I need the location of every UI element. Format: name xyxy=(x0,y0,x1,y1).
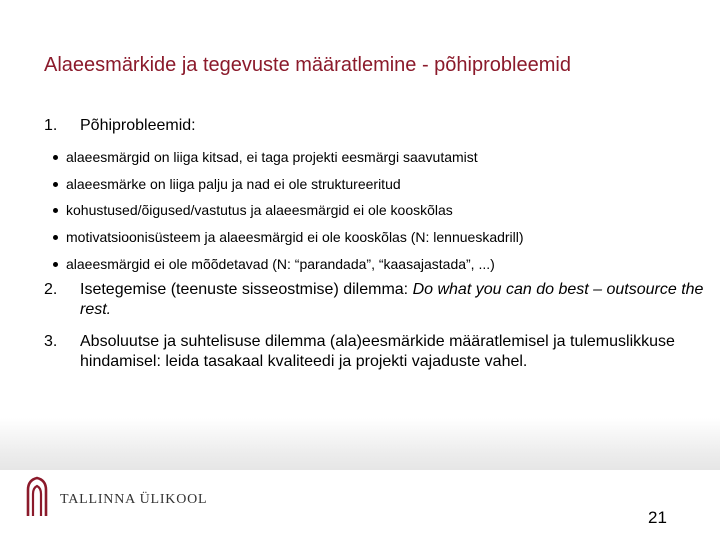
item-text-italic: Do what you can do best – outsource the rest. xyxy=(80,281,704,318)
sub-bullet-item: kohustused/õigused/vastutus ja alaeesmärgid ei ole kooskõlas xyxy=(44,201,704,219)
item-text: Isetegemise (teenuste sisseostmise) dilemma: xyxy=(80,281,413,298)
item-number: 3. xyxy=(44,333,58,350)
sub-bullet-item: alaeesmärgid on liiga kitsad, ei taga projekti eesmärgi saavutamist xyxy=(44,148,704,166)
item-text: Põhiprobleemid: xyxy=(80,117,196,134)
slide-content xyxy=(44,116,704,372)
slide-title: Alaeesmärkide ja tegevuste määratlemine - põhiprobleemid xyxy=(44,54,571,76)
numbered-item-3 xyxy=(44,332,690,372)
item-text: Absoluutse ja suhtelisuse dilemma (ala)eesmärkide määratlemisel ja tulemuslikkuse hindamisel: leida tasakaal kvaliteedi ja projekti vajaduste vahel. xyxy=(80,333,675,370)
sub-bullet-list xyxy=(44,148,704,273)
item-number: 1. xyxy=(44,117,58,134)
page-number: 21 xyxy=(648,508,667,527)
university-arch-icon xyxy=(26,476,48,516)
footer-shade xyxy=(0,418,720,470)
sub-bullet-item: motivatsioonisüsteem ja alaeesmärgid ei ole kooskõlas (N: lennueskadrill) xyxy=(44,228,704,246)
numbered-item-2 xyxy=(44,280,704,320)
sub-bullet-item: alaeesmärke on liiga palju ja nad ei ole struktureeritud xyxy=(44,175,704,193)
sub-bullet-item: alaeesmärgid ei ole mõõdetavad (N: “parandada”, “kaasajastada”, ...) xyxy=(44,255,704,273)
logo-text: TALLINNA ÜLIKOOL xyxy=(60,492,208,507)
item-number: 2. xyxy=(44,281,58,298)
numbered-item-1 xyxy=(44,116,704,136)
